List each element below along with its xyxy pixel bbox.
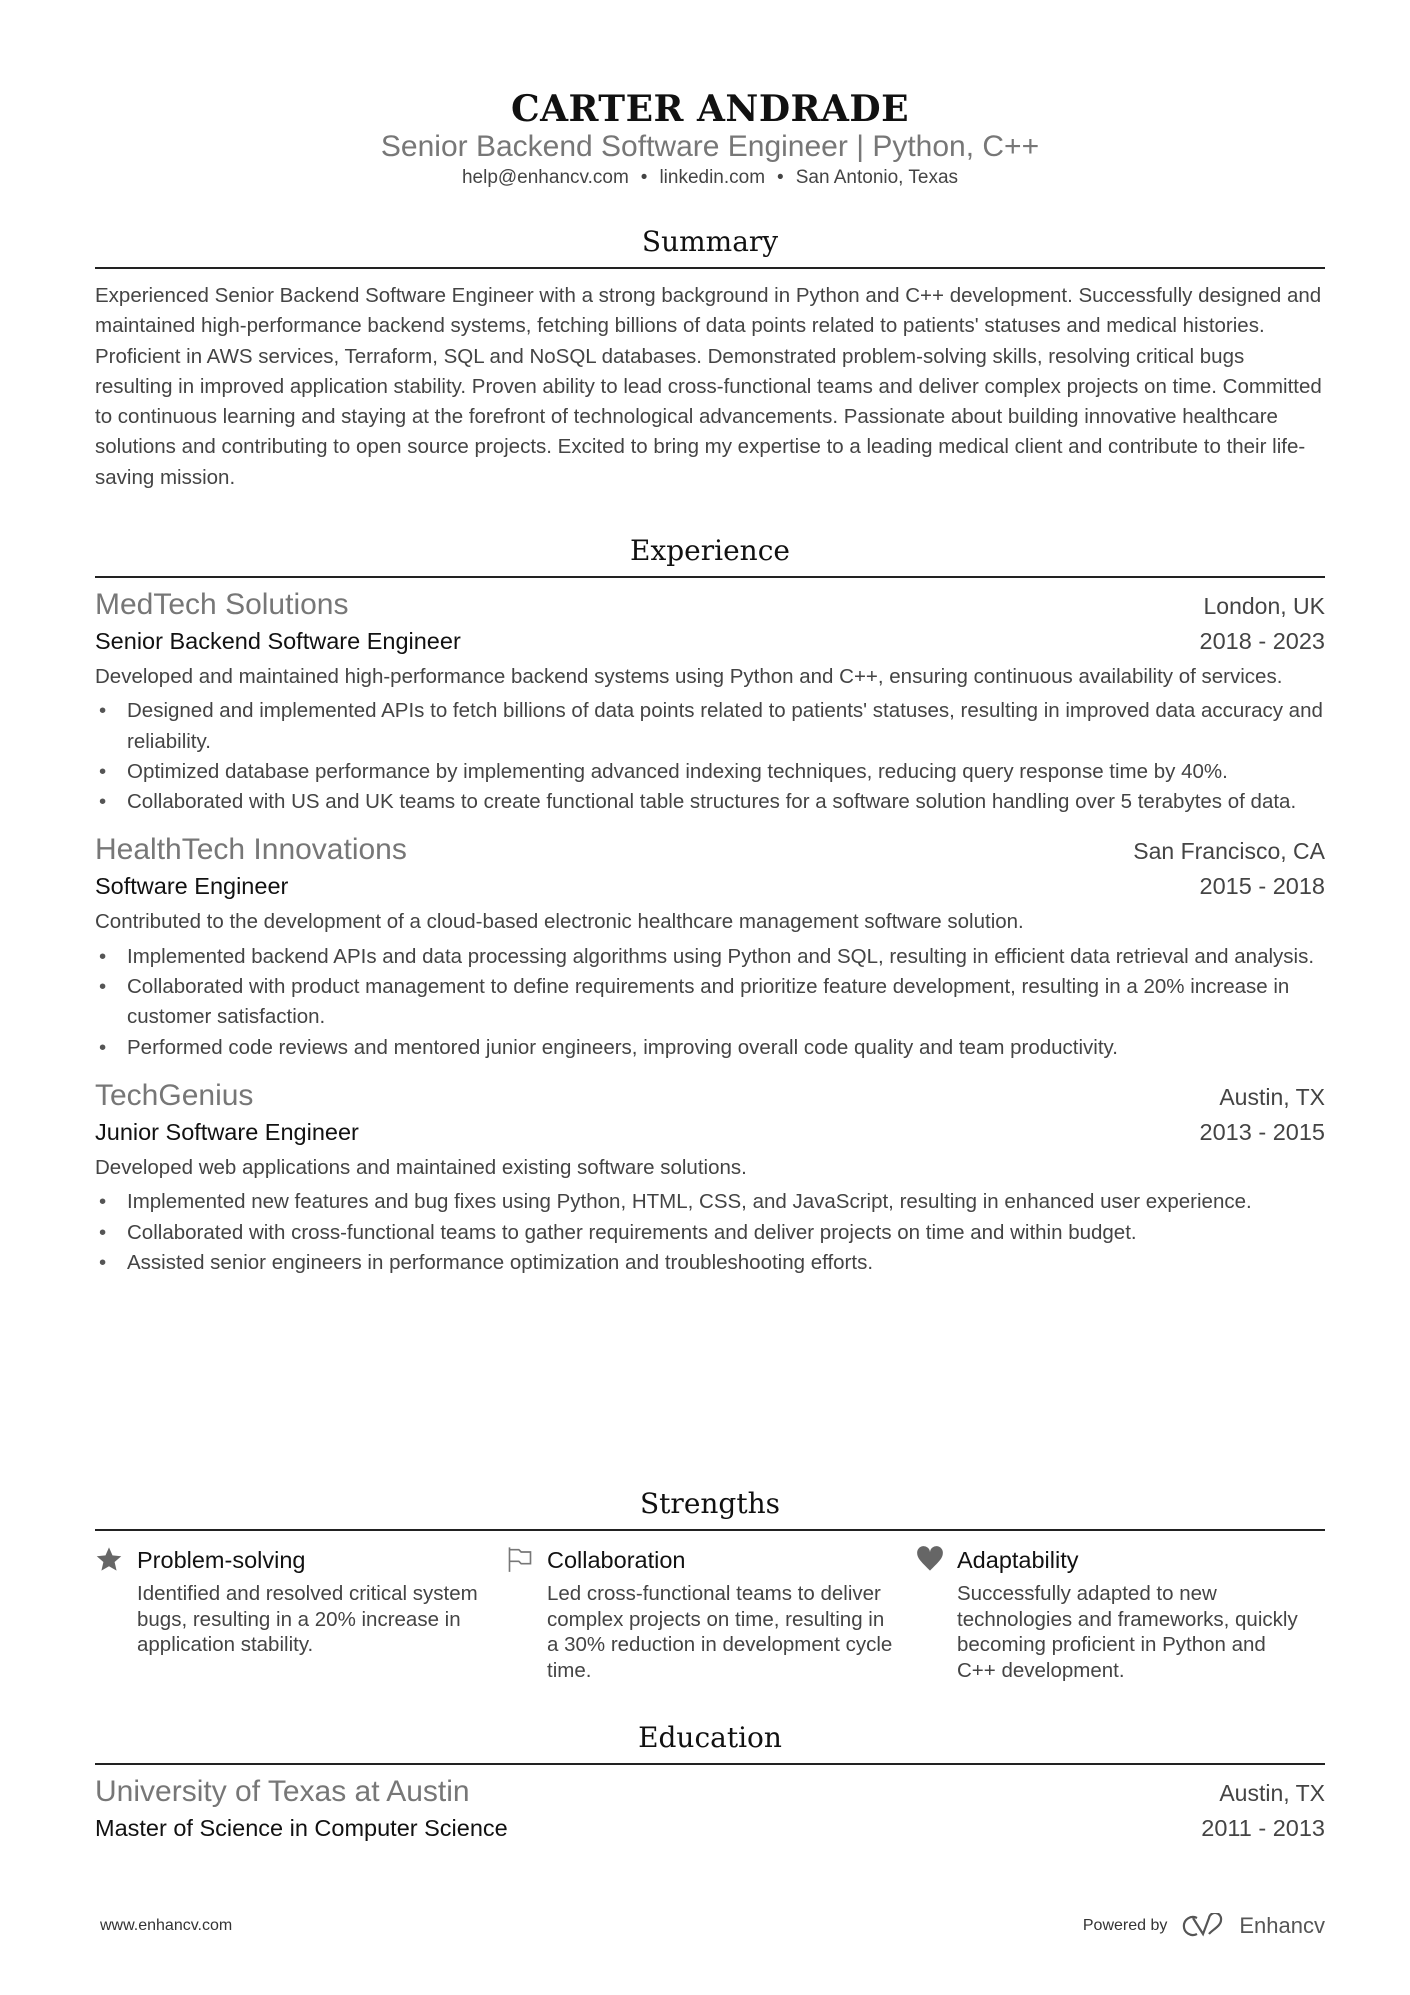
- linkedin-link[interactable]: linkedin.com: [659, 167, 766, 188]
- strength-title: Adaptability: [957, 1547, 1079, 1573]
- strength-desc: Led cross-functional teams to deliver complex projects on time, resulting in a 30% reduction in development cycle time.: [547, 1582, 893, 1682]
- job-dates: 2018 - 2023: [1199, 628, 1325, 654]
- job-bullet: • Implemented backend APIs and data processing algorithms using Python and SQL, resulting in efficient data retrieval and analysis.: [95, 942, 1325, 972]
- powered-by-label: Powered by: [1082, 1917, 1168, 1934]
- job-location: London, UK: [1203, 593, 1325, 619]
- strength-desc: Identified and resolved critical system bugs, resulting in a 20% increase in application stability.: [137, 1582, 478, 1656]
- strength-item: [505, 1543, 915, 1683]
- job-dates: 2013 - 2015: [1199, 1118, 1325, 1145]
- summary-text: Experienced Senior Backend Software Engineer with a strong background in Python and C++ development. Successfully designed and maintained high-performance backend systems, fetching billions of data points related to patients' statuses and medical histories. Proficient in AWS services, Terraform, SQL and NoSQL databases. Demonstrated problem-solving skills, resolving critical bugs resulting in improved application stability. Proven ability to lead cross-functional teams and deliver complex projects on time. Committed to continuous learning and staying at the forefront of technological advancements. Passionate about building innovative healthcare solutions and contributing to open source projects. Excited to bring my expertise to a leading medical client and contribute to their life-saving mission.: [95, 284, 1322, 489]
- heart-icon: [915, 1543, 957, 1683]
- contact-info: [95, 167, 1325, 189]
- job-bullet: • Collaborated with cross-functional teams to gather requirements and deliver projects on time and within budget.: [95, 1218, 1325, 1248]
- job-dates: 2015 - 2018: [1199, 873, 1325, 900]
- job-location: San Francisco, CA: [1133, 838, 1325, 865]
- email-link[interactable]: help@enhancv.com: [461, 167, 629, 188]
- job-title: Software Engineer: [95, 873, 289, 900]
- strength-title: Collaboration: [547, 1547, 686, 1573]
- education-entry: [95, 1773, 1325, 1845]
- star-icon: [95, 1543, 137, 1683]
- strength-title: Problem-solving: [137, 1547, 306, 1573]
- candidate-name: CARTER ANDRADE: [510, 88, 910, 130]
- section-title: Education: [638, 1721, 782, 1754]
- candidate-title: Senior Backend Software Engineer | Python, C++: [380, 130, 1040, 163]
- separator: •: [777, 167, 784, 188]
- job-description: Developed and maintained high-performance backend systems using Python and C++, ensuring continuous availability of services.: [95, 665, 1283, 688]
- strength-item: [95, 1543, 505, 1683]
- degree: Master of Science in Computer Science: [95, 1815, 508, 1841]
- job-description: Developed web applications and maintained existing software solutions.: [95, 1155, 747, 1179]
- education-dates: 2011 - 2013: [1201, 1815, 1325, 1841]
- strengths-section: [95, 1485, 1325, 1683]
- job-bullet: • Performed code reviews and mentored junior engineers, improving overall code quality and team productivity.: [95, 1033, 1325, 1063]
- job-bullet: • Collaborated with product management to define requirements and prioritize feature development, resulting in a 20% increase in customer satisfaction.: [95, 972, 1325, 1033]
- strength-desc: Successfully adapted to new technologies and frameworks, quickly becoming proficient in Python and C++ development.: [957, 1582, 1298, 1682]
- company-name: HealthTech Innovations: [95, 833, 407, 867]
- section-title: Summary: [641, 225, 779, 258]
- divider: [95, 576, 1325, 578]
- strength-item: [915, 1543, 1325, 1683]
- job-bullet: • Assisted senior engineers in performance optimization and troubleshooting efforts.: [95, 1248, 1325, 1278]
- brand-name: Enhancv: [1239, 1913, 1325, 1938]
- section-title: Experience: [630, 534, 790, 567]
- job-title: Junior Software Engineer: [95, 1118, 359, 1145]
- divider: [95, 1763, 1325, 1765]
- experience-section: [95, 532, 1325, 1278]
- job-location: Austin, TX: [1219, 1083, 1325, 1110]
- job-bullet: • Implemented new features and bug fixes using Python, HTML, CSS, and JavaScript, resulting in enhanced user experience.: [95, 1187, 1325, 1217]
- education-section: [95, 1719, 1325, 1845]
- enhancv-logo-icon: [1179, 1913, 1227, 1939]
- website-link[interactable]: www.enhancv.com: [100, 1917, 233, 1934]
- divider: [95, 267, 1325, 269]
- school-location: Austin, TX: [1219, 1780, 1325, 1806]
- section-title: Strengths: [640, 1487, 780, 1520]
- job-bullet: • Optimized database performance by implementing advanced indexing techniques, reducing query response time by 40%.: [95, 757, 1325, 787]
- job-bullets: [95, 696, 1325, 817]
- job-description: Contributed to the development of a cloud-based electronic healthcare management software solution.: [95, 910, 1024, 934]
- job-entry: [95, 831, 1325, 1062]
- job-bullets: [95, 942, 1325, 1063]
- footer: [100, 1913, 1325, 1939]
- job-bullet: • Collaborated with US and UK teams to create functional table structures for a software solution handling over 5 terabytes of data.: [95, 787, 1325, 817]
- school-name: University of Texas at Austin: [95, 1775, 470, 1808]
- job-bullets: [95, 1187, 1325, 1278]
- powered-by: [1083, 1913, 1325, 1939]
- company-name: MedTech Solutions: [95, 588, 349, 621]
- flag-icon: [505, 1543, 547, 1683]
- job-title: Senior Backend Software Engineer: [95, 628, 461, 654]
- divider: [95, 1529, 1325, 1531]
- company-name: TechGenius: [95, 1078, 254, 1112]
- summary-section: [95, 223, 1325, 493]
- location: San Antonio, Texas: [795, 167, 959, 188]
- job-entry: [95, 586, 1325, 817]
- separator: •: [640, 167, 648, 188]
- job-entry: [95, 1077, 1325, 1278]
- job-bullet: • Designed and implemented APIs to fetch billions of data points related to patients' statuses, resulting in improved data accuracy and reliability.: [95, 696, 1325, 757]
